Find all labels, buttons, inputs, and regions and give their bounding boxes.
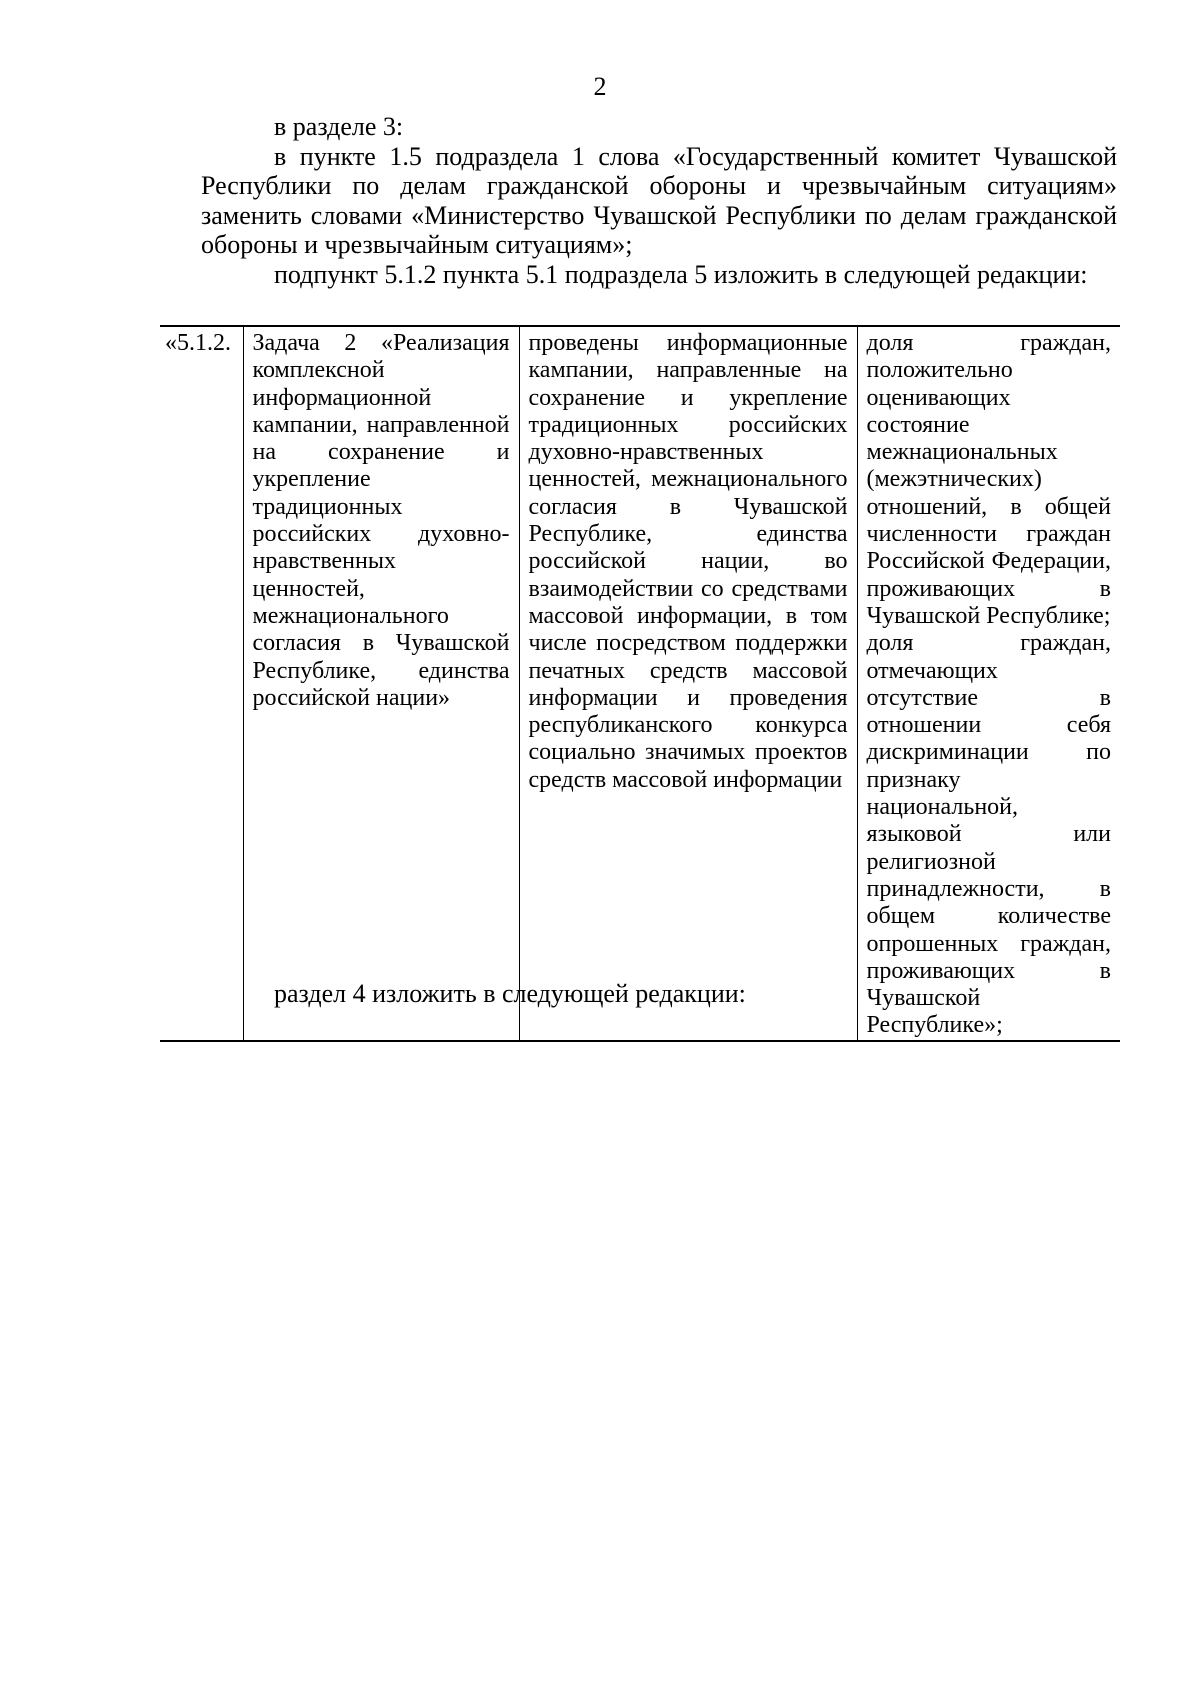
body-text <box>201 112 1117 289</box>
indicator-1: доля граждан, положительно оценивающих состояние межнациональных (межэтнических) отношений, в общей численности граждан Российской Федерации, проживающих в Чувашской Республике; <box>866 330 1111 629</box>
table-cell-task: Задача 2 «Реализация комплексной информационной кампании, направленной на сохранение и укрепление традиционных российских духовно-нравственных ценностей, межнационального согласия в Чувашской Республике, единства российской нации» <box>243 326 519 1041</box>
paragraph-section-3: в разделе 3: <box>274 112 404 141</box>
table-cell-number: «5.1.2. <box>160 326 243 1041</box>
paragraph-section-4: раздел 4 изложить в следующей редакции: <box>274 979 746 1008</box>
amendment-table <box>160 325 1120 1042</box>
table-cell-indicators <box>857 326 1120 1041</box>
page-number: 2 <box>593 72 607 101</box>
table-row <box>160 326 1120 1041</box>
paragraph-subitem-5-1-2: подпункт 5.1.2 пункта 5.1 подраздела 5 изложить в следующей редакции: <box>274 259 1088 289</box>
indicator-2: доля граждан, отмечающих отсутствие в отношении себя дискриминации по признаку национальной, языковой или религиозной принадлежности, в общем количестве опрошенных граждан, проживающих в Чувашской Республике»; <box>866 630 1111 1039</box>
paragraph-item-1-5: в пункте 1.5 подраздела 1 слова «Государственный комитет Чувашской Республики по делам гражданской обороны и чрезвычайным ситуациям» заменить словами «Министерство Чувашской Республики по делам гражданской обороны и чрезвычайным ситуациям»; <box>201 141 1117 259</box>
table-cell-result: проведены информационные кампании, направленные на сохранение и укрепление традиционных российских духовно-нравственных ценностей, межнационального согласия в Чувашской Республике, единства российской нации, во взаимодействии со средствами массовой информации, в том числе посредством поддержки печатных средств массовой информации и проведения республиканского конкурса социально значимых проектов средств массовой информации <box>519 326 857 1041</box>
